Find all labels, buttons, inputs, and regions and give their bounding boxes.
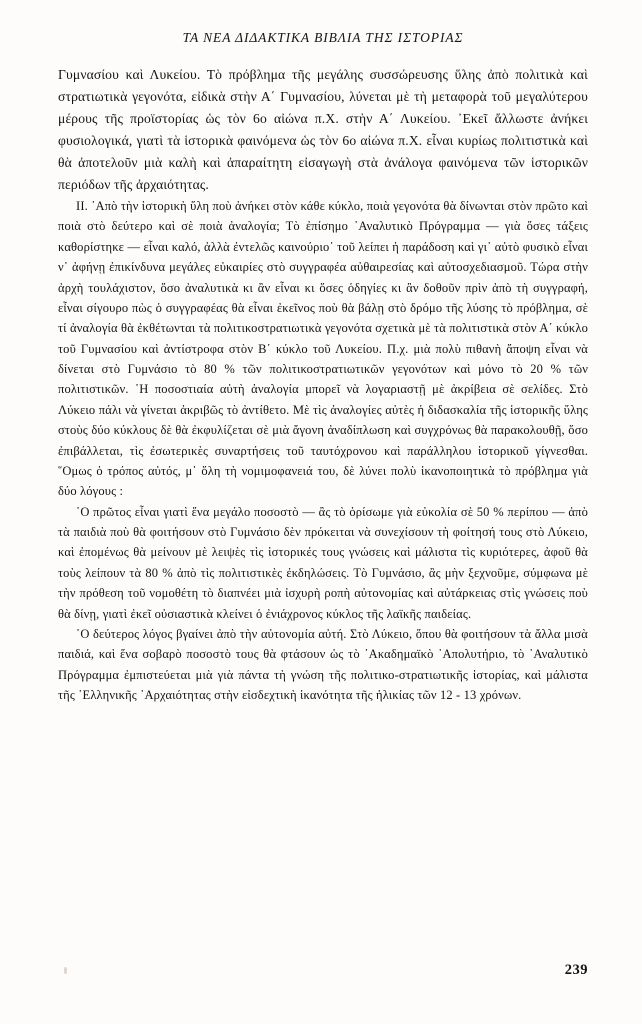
body-paragraph: ῾Ο πρῶτος εἶναι γιατὶ ἕνα μεγάλο ποσοστὸ — ἂς τὸ ὁρίσωμε γιὰ εὐκολία σὲ 50 % περίπου — ἀπὸ τὰ παιδιὰ ποὺ θὰ φοιτήσουν στὸ Γυμνάσιο δὲν πρόκειται νὰ συνεχίσουν τὴ φοίτησή τους στὸ Λύκειο, καὶ ἐπομένως θὰ μείνουν μὲ λειψὲς τὶς ἱστορικές τους γνώσεις καὶ μάλιστα τὶς κυριότερες, ἀφοῦ θὰ τοὺς λείπουν τὰ 80 % ἀπὸ τὶς πολιτιστικὲς ἐκδηλώσεις. Τὸ Γυμνάσιο, ἂς μὴν ξεχνοῦμε, σύμφωνα μὲ τὴν πρόθεση τοῦ νομοθέτη τὸ διαπνέει μιὰ ἰσχυρὴ ροπὴ αὐτονομίας καὶ αὐτάρκειας στὶς γνώσεις ποὺ θὰ δίνῃ, γιατὶ ἐκεῖ οὐσιαστικὰ κλείνει ὁ ἐνιάχρονος κύκλος τῆς λαϊκῆς παιδείας. [58, 504, 588, 621]
body-paragraph: ΙΙ. ᾿Απὸ τὴν ἱστορικὴ ὕλη ποὺ ἀνήκει στὸν κάθε κύκλο, ποιὰ γεγονότα θὰ δίνωνται στὸν πρῶτο καὶ ποιὰ στὸ δεύτερο καὶ σὲ ποιὰ ἀναλογία; Τὸ ἐπίσημο ᾿Αναλυτικὸ Πρόγραμμα — γιὰ ὅσες τάξεις καθορίστηκε — εἶναι καλό, ἀλλὰ ἐντελῶς καινούριο᾿ τοῦ λείπει ἡ παράδοση καὶ γι᾿ αὐτὸ φυσικὸ εἶναι ν᾿ ἀφήνῃ ἐπικίνδυνα μεγάλες εὐκαιρίες στὸ συγγραφέα αὐθαιρεσίας καὶ αὐτοσχεδιασμοῦ. Τώρα στὴν ἀρχὴ τουλάχιστον, ὅσο ἀναλυτικὰ κι ἂν εἶναι κι ὅσες ὁδηγίες κι ἂν δοθοῦν πρὶν ἀπὸ τὴ συγγραφή, εἶναι σίγουρο πὼς ὁ συγγραφέας θὰ εἶναι ἐκεῖνος ποὺ θὰ βάλῃ στὸ δρόμο τῆς λύσης τὸ πρόβλημα, σὲ τί ἀναλογία θὰ ἐκθέτωνται τὰ πολιτικοστρατιωτικὰ γεγονότα σχετικὰ μὲ τὰ πολιτιστικὰ στὸν Α΄ κύκλο τοῦ Γυμνασίου καὶ ἀντίστροφα στὸν Β΄ κύκλο τοῦ Λυκείου. Π.χ. μιὰ πολὺ πιθανὴ ἄποψη εἶναι νὰ δίνεται στὸ Γυμνάσιο τὸ 80 % τῶν πολιτικοστρατιωτικῶν γεγονότων καὶ μόνο τὸ 20 % τῶν πολιτιστικῶν. ῾Η ποσοστιαία αὐτὴ ἀναλογία μπορεῖ νὰ λογαριαστῇ μὲ ἀκρίβεια σὲ σελίδες. Στὸ Λύκειο πάλι νὰ γίνεται ἀκριβῶς τὸ ἀντίθετο. Μὲ τὶς ἀναλογίες αὐτὲς ἡ διδασκαλία τῆς ἱστορικῆς ὕλης στοὺς δύο κύκλους δὲ θὰ ἐκφυλίζεται σὲ μιὰ ἄγονη ἀναδίπλωση καὶ συγχρόνως θὰ παρακολουθῇ, ὅσο ἐπιβάλλεται, τὶς ἐσωτερικὲς συναρτήσεις τοῦ ταυτόχρονου καὶ παράλληλου ἱστορικοῦ γίγνεσθαι. ῞Ομως ὁ τρόπος αὐτός, μ᾿ ὅλη τὴ νομιμοφανειά του, δὲ λύνει πολὺ ἱκανοποιητικὰ τὸ πρόβλημα γιὰ δύο λόγους : [58, 199, 588, 499]
page-number: 239 [564, 962, 588, 978]
running-head: ΤΑ ΝΕΑ ΔΙΔΑΚΤΙΚΑ ΒΙΒΛΙΑ ΤΗΣ ΙΣΤΟΡΙΑΣ [182, 30, 464, 45]
paper-speck [64, 967, 67, 974]
body-paragraph: ῾Ο δεύτερος λόγος βγαίνει ἀπὸ τὴν αὐτονομία αὐτή. Στὸ Λύκειο, ὅπου θὰ φοιτήσουν τὰ ἄλλα μισὰ παιδιά, καὶ ἕνα σοβαρὸ ποσοστὸ τους θὰ φτάσουν ὡς τὸ ᾿Ακαδημαϊκὸ ᾿Απολυτήριο, τὸ ᾿Αναλυτικὸ Πρόγραμμα ἐμπιστεύεται μιὰ γιὰ πάντα τὴ γνώση τῆς πολιτικο-στρατιωτικῆς ἱστορίας, καὶ μάλιστα τῆς ῾Ελληνικῆς ᾿Αρχαιότητας στὴν εἰσδεχτικὴ ἱκανότητα τῆς ἡλικίας τῶν 12 - 13 χρόνων. [58, 626, 588, 703]
page-content [58, 30, 588, 705]
body-paragraph: Γυμνασίου καὶ Λυκείου. Τὸ πρόβλημα τῆς μεγάλης συσσώρευσης ὕλης ἀπὸ πολιτικὰ καὶ στρατιωτικὰ γεγονότα, εἰδικὰ στὴν Α΄ Γυμνασίου, λύνεται μὲ τὴ μεταφορὰ τοῦ μεγαλύτερου μέρους τῆς προϊστορίας ὡς τὸν 6ο αἰώνα π.Χ. στὴν Α΄ Λυκείου. ᾿Εκεῖ ἄλλωστε ἀνήκει φυσιολογικά, γιατὶ τὰ ἱστορικὰ φαινόμενα ὡς τὸν 6ο αἰώνα π.Χ. εἶναι κυρίως πολιτιστικὰ καὶ θὰ ἀποτελοῦν μιὰ καλὴ καὶ ἀπαραίτητη εἰσαγωγὴ στὰ ἀνάλογα φαινόμενα τῶν ἱστορικῶν περιόδων τῆς ἀρχαιότητας. [58, 67, 588, 193]
